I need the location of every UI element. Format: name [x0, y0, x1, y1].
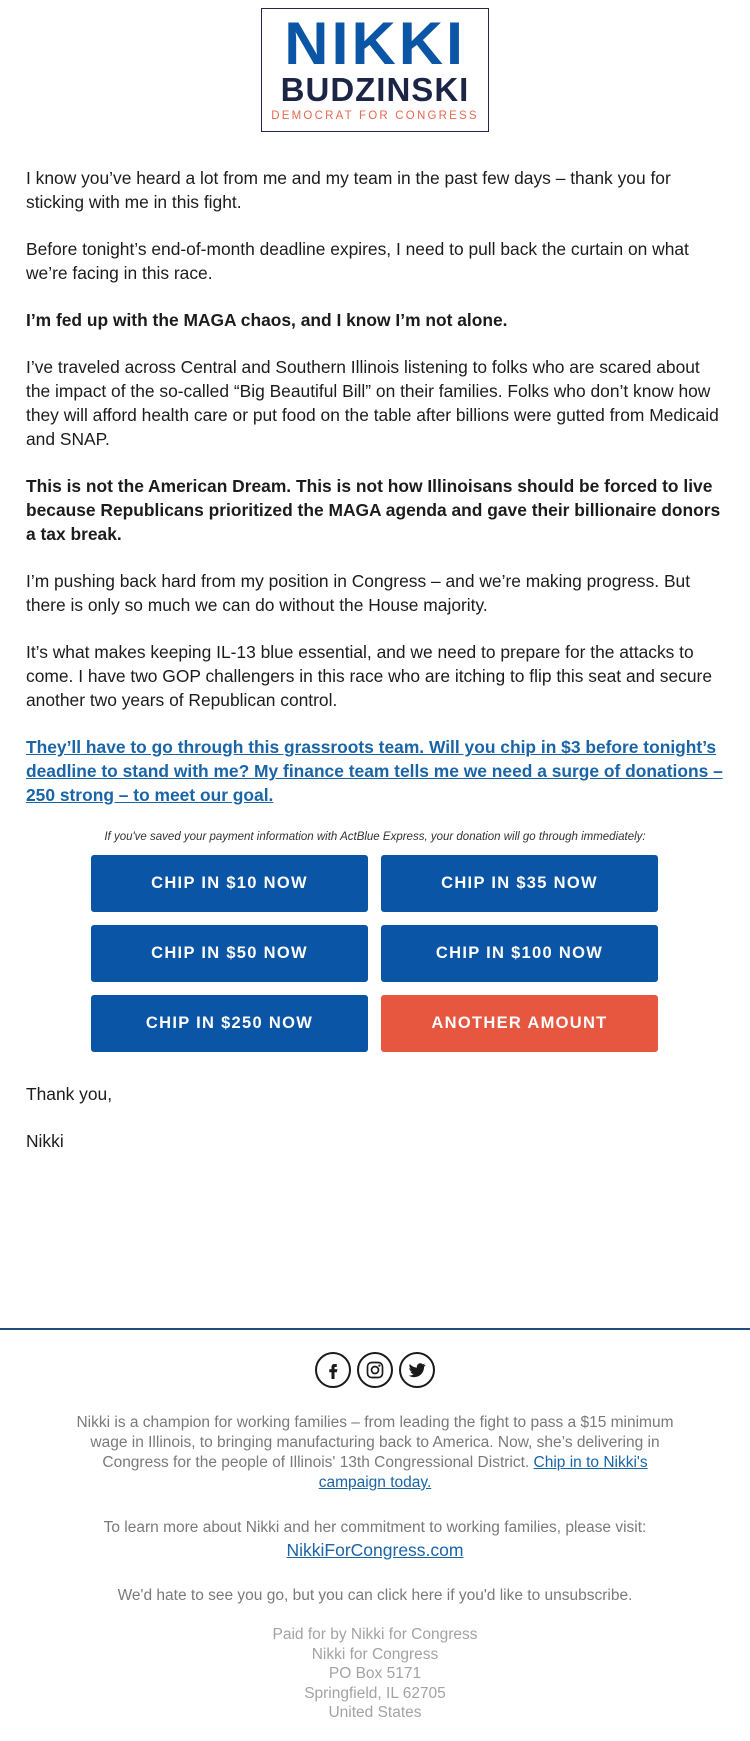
- actblue-express-note: If you've saved your payment information with ActBlue Express, your donation will go through immediately:: [104, 831, 646, 843]
- paragraph-travel: I’ve traveled across Central and Southern Illinois listening to folks who are scared about the impact of the so-called “Big Beautiful Bill” on their families. Folks who don’t know how they will afford health care or put food on the table after billions were gutted from Medicaid and SNAP.: [26, 357, 719, 449]
- another-amount-button[interactable]: ANOTHER AMOUNT: [381, 995, 658, 1052]
- footer-site-link[interactable]: NikkiForCongress.com: [286, 1540, 464, 1560]
- header-logo-wrap: [0, 8, 750, 132]
- paragraph-fed-up: I’m fed up with the MAGA chaos, and I know I’m not alone.: [26, 310, 508, 330]
- footer-address: [0, 1625, 750, 1723]
- cta-donate-link[interactable]: They’ll have to go through this grassroots team. Will you chip in $3 before tonight’s deadline to stand with me? My finance team tells me we need a surge of donations – 250 strong – to meet our goal.: [26, 737, 723, 805]
- address-line: United States: [328, 1704, 422, 1721]
- signoff-text: Thank you,: [26, 1084, 113, 1104]
- chip-in-10-button[interactable]: CHIP IN $10 NOW: [91, 855, 368, 912]
- chip-in-50-button[interactable]: CHIP IN $50 NOW: [91, 925, 368, 982]
- paragraph-deadline: Before tonight’s end-of-month deadline expires, I need to pull back the curtain on what we’re facing in this race.: [26, 239, 689, 283]
- social-links: [0, 1352, 750, 1388]
- campaign-logo[interactable]: [261, 8, 489, 132]
- footer-learn-more: [75, 1518, 675, 1562]
- logo-first-name: NIKKI: [284, 10, 466, 77]
- logo-tagline: DEMOCRAT FOR CONGRESS: [271, 110, 479, 122]
- footer-chip-in-link[interactable]: Chip in to Nikki's campaign today.: [318, 1454, 648, 1491]
- chip-in-100-button[interactable]: CHIP IN $100 NOW: [381, 925, 658, 982]
- paragraph-il13: It’s what makes keeping IL-13 blue essential, and we need to prepare for the attacks to come. I have two GOP challengers in this race who are itching to flip this seat and secure another two years of Republican control.: [26, 642, 712, 710]
- address-line: PO Box 5171: [328, 1665, 422, 1682]
- footer-divider: [0, 1328, 750, 1330]
- signature-text: Nikki: [26, 1131, 64, 1151]
- address-line: Nikki for Congress: [311, 1645, 439, 1663]
- chip-in-35-button[interactable]: CHIP IN $35 NOW: [381, 855, 658, 912]
- chip-in-250-button[interactable]: CHIP IN $250 NOW: [91, 995, 368, 1052]
- footer-unsubscribe[interactable]: We'd hate to see you go, but you can click here if you'd like to unsubscribe.: [117, 1587, 633, 1604]
- cta-paragraph: [26, 735, 726, 807]
- paragraph-intro: I know you’ve heard a lot from me and my team in the past few days – thank you for sticking with me in this fight.: [26, 168, 671, 212]
- logo-last-name: BUDZINSKI: [280, 71, 470, 108]
- paragraph-american-dream: This is not the American Dream. This is not how Illinoisans should be forced to live because Republicans prioritized the MAGA agenda and gave their billionaire donors a tax break.: [26, 476, 721, 544]
- footer-learn-more-text: To learn more about Nikki and her commitment to working families, please visit:: [103, 1519, 647, 1536]
- footer-about: [75, 1413, 675, 1493]
- footer-about-text: Nikki is a champion for working families – from leading the fight to pass a $15 minimum wage in Illinois, to bringing manufacturing back to America. Now, she’s delivering in Congress for the people of Illinois' 13th Congressional District.: [76, 1414, 674, 1471]
- paragraph-pushing-back: I’m pushing back hard from my position in Congress – and we’re making progress. But there is only so much we can do without the House majority.: [26, 571, 691, 615]
- twitter-icon[interactable]: [399, 1352, 435, 1388]
- facebook-icon[interactable]: [315, 1352, 351, 1388]
- address-line: Springfield, IL 62705: [304, 1684, 446, 1702]
- address-line: Paid for by Nikki for Congress: [272, 1626, 478, 1643]
- instagram-icon[interactable]: [357, 1352, 393, 1388]
